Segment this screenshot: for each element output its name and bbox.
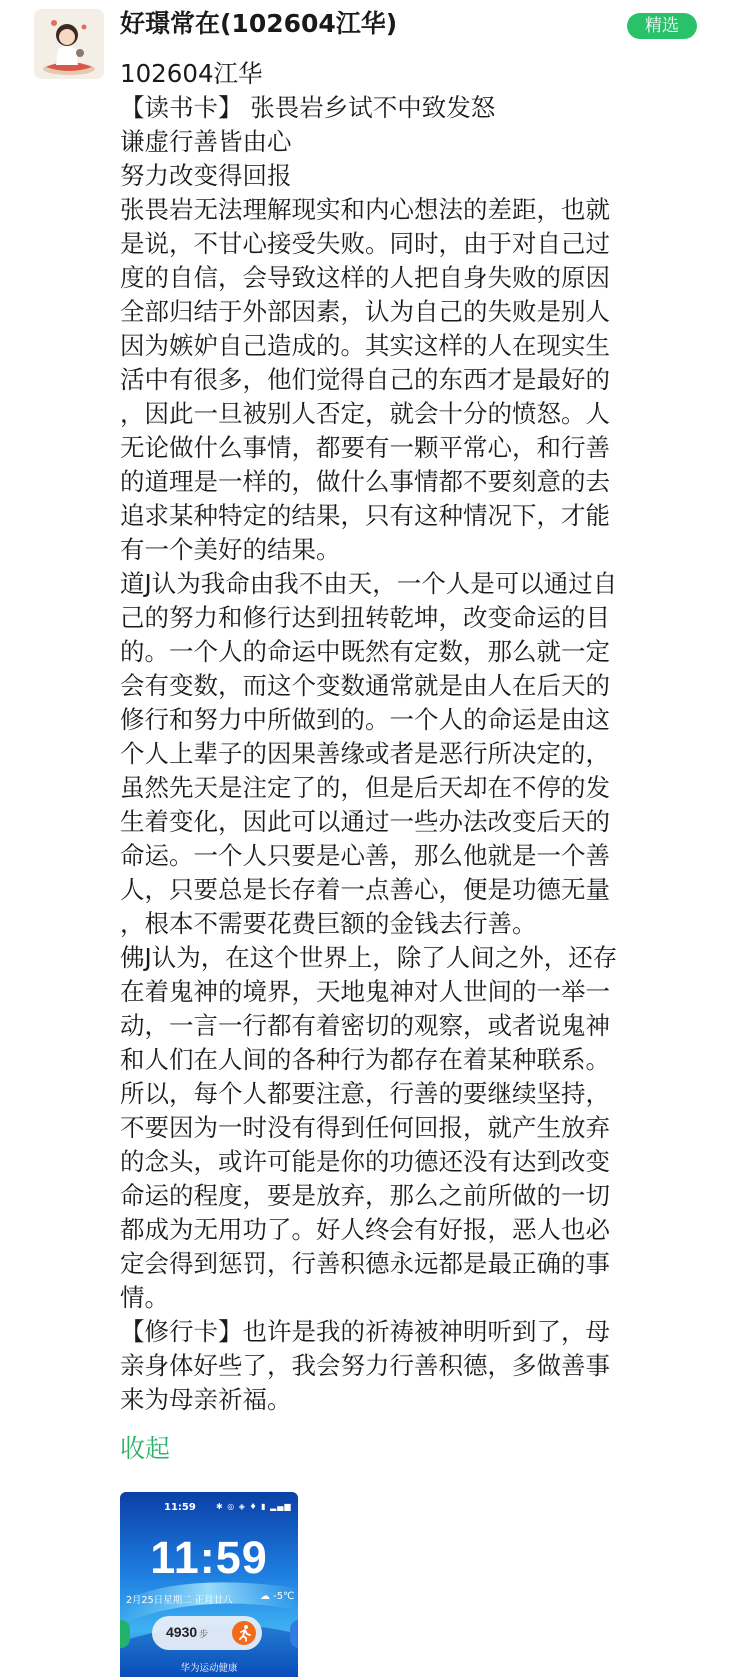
post-line: ，因此一旦被别人否定，就会十分的愤怒。人 [120, 399, 610, 428]
post-line: 来为母亲祈福。 [120, 1385, 292, 1414]
avatar-image [34, 9, 104, 79]
post-line: 会有变数，而这个变数通常就是由人在后天的 [120, 671, 610, 700]
post-line: 无论做什么事情，都要有一颗平常心，和行善 [120, 433, 610, 462]
post-line: 的。一个人的命运中既然有定数，那么就一定 [120, 637, 610, 666]
post-line: 【修行卡】也许是我的祈祷被神明听到了，母 [120, 1317, 610, 1346]
post-line: 生着变化，因此可以通过一些办法改变后天的 [120, 807, 610, 836]
step-count-value: 4930 [166, 1624, 198, 1640]
phone-date: 2月25日星期二 正月廿八 [126, 1595, 233, 1606]
post-line: 努力改变得回报 [120, 161, 292, 190]
phone-weather: ☁ -5℃ [260, 1591, 295, 1602]
running-icon [232, 1621, 256, 1645]
post-line: 全部归结于外部因素，认为自己的失败是别人 [120, 297, 610, 326]
post-line: 虽然先天是注定了的，但是后天却在不停的发 [120, 773, 610, 802]
post-line: 个人上辈子的因果善缘或者是恶行所决定的， [120, 739, 610, 768]
phone-widget-left [120, 1620, 130, 1648]
step-counter-widget [152, 1616, 262, 1650]
phone-widget-right [290, 1620, 298, 1648]
post-line: 在着鬼神的境界，天地鬼神对人世间的一举一 [120, 977, 610, 1006]
post-line: 修行和努力中所做到的。一个人的命运是由这 [120, 705, 610, 734]
post-line: 不要因为一时没有得到任何回报，就产生放弃 [120, 1113, 610, 1142]
collapse-link[interactable]: 收起 [120, 1434, 171, 1463]
attached-image-thumbnail[interactable] [120, 1492, 298, 1677]
post-line: 102604江华 [120, 59, 263, 88]
post-line: 佛J认为，在这个世界上，除了人间之外，还存 [120, 943, 618, 972]
avatar[interactable] [34, 9, 104, 79]
post-line: 人，只要总是长存着一点善心，便是功德无量 [120, 875, 610, 904]
featured-badge: 精选 [627, 13, 697, 39]
post-line: 所以，每个人都要注意，行善的要继续坚持， [120, 1079, 610, 1108]
post-line: 动，一言一行都有着密切的观察，或者说鬼神 [120, 1011, 610, 1040]
post-content [120, 57, 700, 1417]
post-line: 谦虚行善皆由心 [120, 127, 292, 156]
post-line: 和人们在人间的各种行为都存在着某种联系。 [120, 1045, 610, 1074]
post-line: 追求某种特定的结果，只有这种情况下，才能 [120, 501, 610, 530]
post-line: 有一个美好的结果。 [120, 535, 341, 564]
post-line: 的念头，或许可能是你的功德还没有达到改变 [120, 1147, 610, 1176]
phone-app-caption: 华为运动健康 [180, 1663, 238, 1674]
post-line: 因为嫉妒自己造成的。其实这样的人在现实生 [120, 331, 610, 360]
post-line: 命运的程度，要是放弃，那么之前所做的一切 [120, 1181, 610, 1210]
post-line: 【读书卡】 张畏岩乡试不中致发怒 [120, 93, 496, 122]
step-unit: 步 [199, 1629, 209, 1639]
post-line: 都成为无用功了。好人终会有好报，恶人也必 [120, 1215, 610, 1244]
post-line: 命运。一个人只要是心善，那么他就是一个善 [120, 841, 610, 870]
post-line: 度的自信，会导致这样的人把自身失败的原因 [120, 263, 610, 292]
post-line: 道J认为我命由我不由天，一个人是可以通过自 [120, 569, 618, 598]
phone-clock: 11:59 [150, 1532, 268, 1583]
phone-status-time: 11:59 [164, 1502, 196, 1513]
post-line: 的道理是一样的，做什么事情都不要刻意的去 [120, 467, 610, 496]
phone-status-icons: ✱ ◎ ◈ ♦ ▮ ▂▄▆ [216, 1502, 292, 1511]
post-line: 张畏岩无法理解现实和内心想法的差距，也就 [120, 195, 610, 224]
post-line: 是说，不甘心接受失败。同时，由于对自己过 [120, 229, 610, 258]
post-line: 情。 [120, 1283, 169, 1312]
username[interactable]: 好璟常在(102604江华) [120, 9, 398, 38]
post-line: 定会得到惩罚，行善积德永远都是最正确的事 [120, 1249, 610, 1278]
step-count [166, 1624, 208, 1640]
post-line: ，根本不需要花费巨额的金钱去行善。 [120, 909, 537, 938]
post-line: 活中有很多，他们觉得自己的东西才是最好的 [120, 365, 610, 394]
post-line: 己的努力和修行达到扭转乾坤，改变命运的目 [120, 603, 610, 632]
post-line: 亲身体好些了，我会努力行善积德，多做善事 [120, 1351, 610, 1380]
